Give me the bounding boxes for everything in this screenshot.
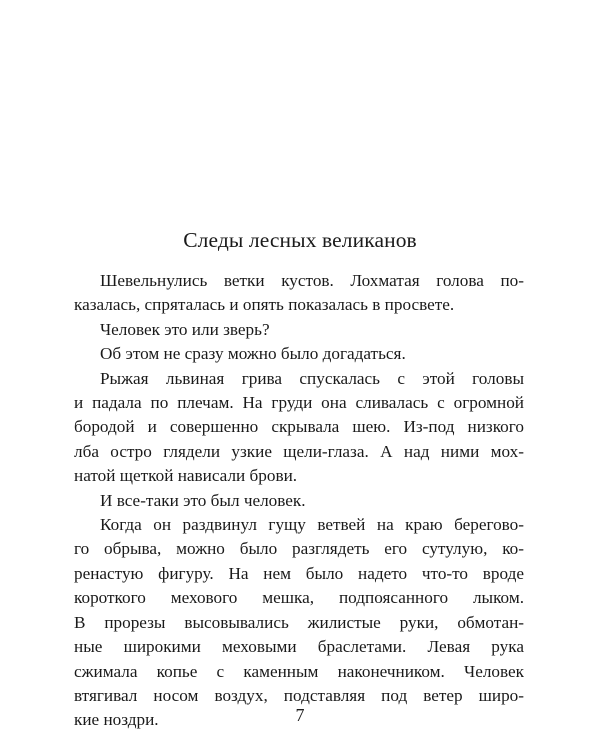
text-line: бородой и совершенно скрывала шею. Из-под низкого	[74, 417, 524, 437]
text-line: натой щеткой нависали брови.	[74, 466, 298, 486]
text-line: кие ноздри.	[74, 710, 159, 730]
text-line: В прорезы высовывались жилистые руки, обмотан-	[74, 612, 524, 632]
page-number: 7	[295, 705, 305, 725]
text-line: ренастую фигуру. На нем было надето что-то вроде	[74, 563, 524, 583]
text-line: Рыжая львиная грива спускалась с этой головы	[100, 368, 524, 388]
text-line: и падала по плечам. На груди она сливалась с огромной	[74, 393, 524, 413]
text-line: втягивал носом воздух, подставляя под ветер широ-	[74, 685, 524, 705]
chapter-title: Следы лесных великанов	[183, 228, 417, 252]
text-line: лба остро глядели узкие щели-глаза. А над ними мох-	[74, 441, 524, 461]
text-line: сжимала копье с каменным наконечником. Человек	[74, 661, 524, 681]
text-line: казалась, спряталась и опять показалась в просвете.	[74, 295, 455, 315]
text-line: го обрыва, можно было разглядеть его сутулую, ко-	[74, 539, 524, 559]
text-line: Шевельнулись ветки кустов. Лохматая голова по-	[100, 271, 524, 290]
text-line: Об этом не сразу можно было догадаться.	[100, 344, 406, 364]
text-line: короткого мехового мешка, подпоясанного лыком.	[74, 588, 524, 608]
body-text	[74, 269, 524, 733]
text-line: ные широкими меховыми браслетами. Левая рука	[74, 637, 524, 657]
text-line: Когда он раздвинул гущу ветвей на краю берегово-	[100, 515, 524, 535]
text-line: Человек это или зверь?	[100, 319, 270, 339]
text-line: И все-таки это был человек.	[100, 490, 306, 510]
